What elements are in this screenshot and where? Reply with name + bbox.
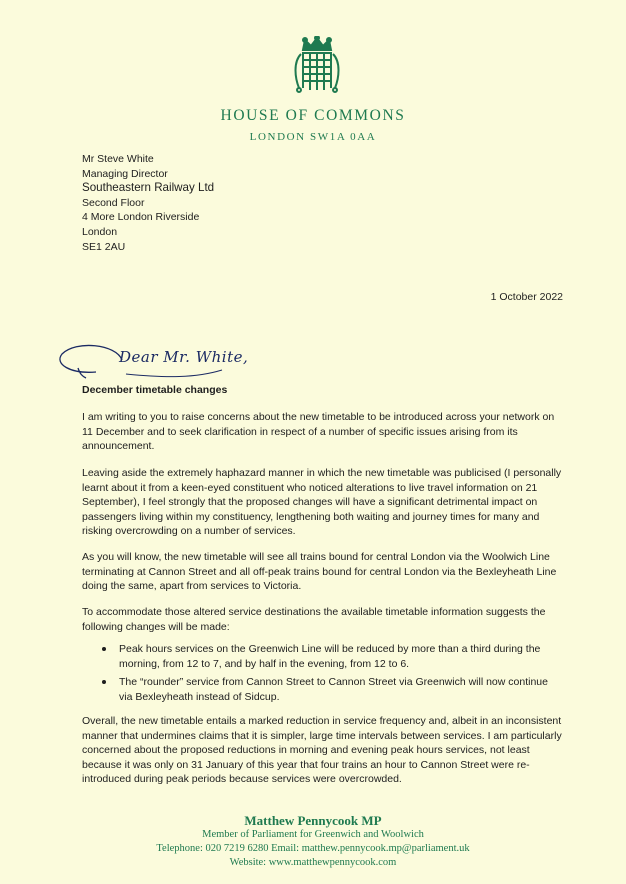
- recipient-postcode: SE1 2AU: [82, 240, 126, 253]
- changes-list: [82, 642, 564, 708]
- paragraph-changes-intro: To accommodate those altered service destinations the available timetable information suggests the following changes will be made:: [82, 606, 546, 633]
- letter-subject: December timetable changes: [82, 384, 228, 396]
- paragraph-intro: I am writing to you to raise concerns about the new timetable to be introduced across your network on 11 December and to seek clarification in respect of a number of specific issues arising from its announcement.: [82, 411, 555, 453]
- list-item: [82, 675, 564, 704]
- portcullis-icon: [291, 36, 343, 94]
- handwritten-salutation: [56, 334, 249, 390]
- footer-mp-name: Matthew Pennycook MP: [244, 813, 382, 828]
- paragraph-concerns: Leaving aside the extremely haphazard manner in which the new timetable was publicised (I personally learnt about it from a keen-eyed constituent who noticed alterations to live travel information on 21 September), I feel strongly that the proposed changes will have a significant detrimental impact on passengers living within my constituency, lengthening both waiting and journey times for many and risking overcrowding on a number of services.: [82, 467, 562, 538]
- recipient-name: Mr Steve White: [82, 153, 154, 165]
- letter-date: 1 October 2022: [490, 291, 563, 303]
- footer-mp-role: Member of Parliament for Greenwich and Woolwich: [202, 829, 424, 840]
- salutation-text: Dear Mr. White,: [119, 348, 249, 366]
- recipient-company: Southeastern Railway Ltd: [82, 181, 215, 195]
- paragraph-routes: As you will know, the new timetable will see all trains bound for central London via the Woolwich Line terminating at Cannon Street and all off-peak trains bound for central London via the Bexleyheath Line doing the same, apart from services to Victoria.: [82, 551, 557, 593]
- recipient-title: Managing Director: [82, 167, 168, 180]
- recipient-address-line: 4 More London Riverside: [82, 211, 200, 224]
- letterhead-institution: HOUSE OF COMMONS: [220, 107, 406, 124]
- recipient-address-line: Second Floor: [82, 196, 145, 209]
- list-item: [82, 642, 564, 671]
- list-item-text: The “rounder” service from Cannon Street to Cannon Street via Greenwich will now continue via Bexleyheath instead of Sidcup.: [119, 676, 548, 703]
- bullet-icon: [102, 647, 106, 651]
- paragraph-overall: Overall, the new timetable entails a marked reduction in service frequency and, albeit in an inconsistent manner that undermines claims that it is simpler, large time intervals between services. I am particularly concerned about the proposed reductions in morning and evening peak hours services, not least because it was only on 31 January of this year that four trains an hour to Cannon Street were re-introduced during peak periods because services were overcrowded.: [82, 715, 562, 786]
- footer-contact: Telephone: 020 7219 6280 Email: matthew.pennycook.mp@parliament.uk: [156, 843, 470, 854]
- list-item-text: Peak hours services on the Greenwich Line will be reduced by more than a third during the morning, from 12 to 7, and by half in the evening, from 12 to 6.: [119, 643, 541, 670]
- footer-website: Website: www.matthewpennycook.com: [229, 857, 397, 868]
- recipient-city: London: [82, 225, 118, 238]
- letterhead-address: LONDON SW1A 0AA: [249, 131, 377, 143]
- bullet-icon: [102, 680, 106, 684]
- recipient-address-block: [82, 152, 214, 254]
